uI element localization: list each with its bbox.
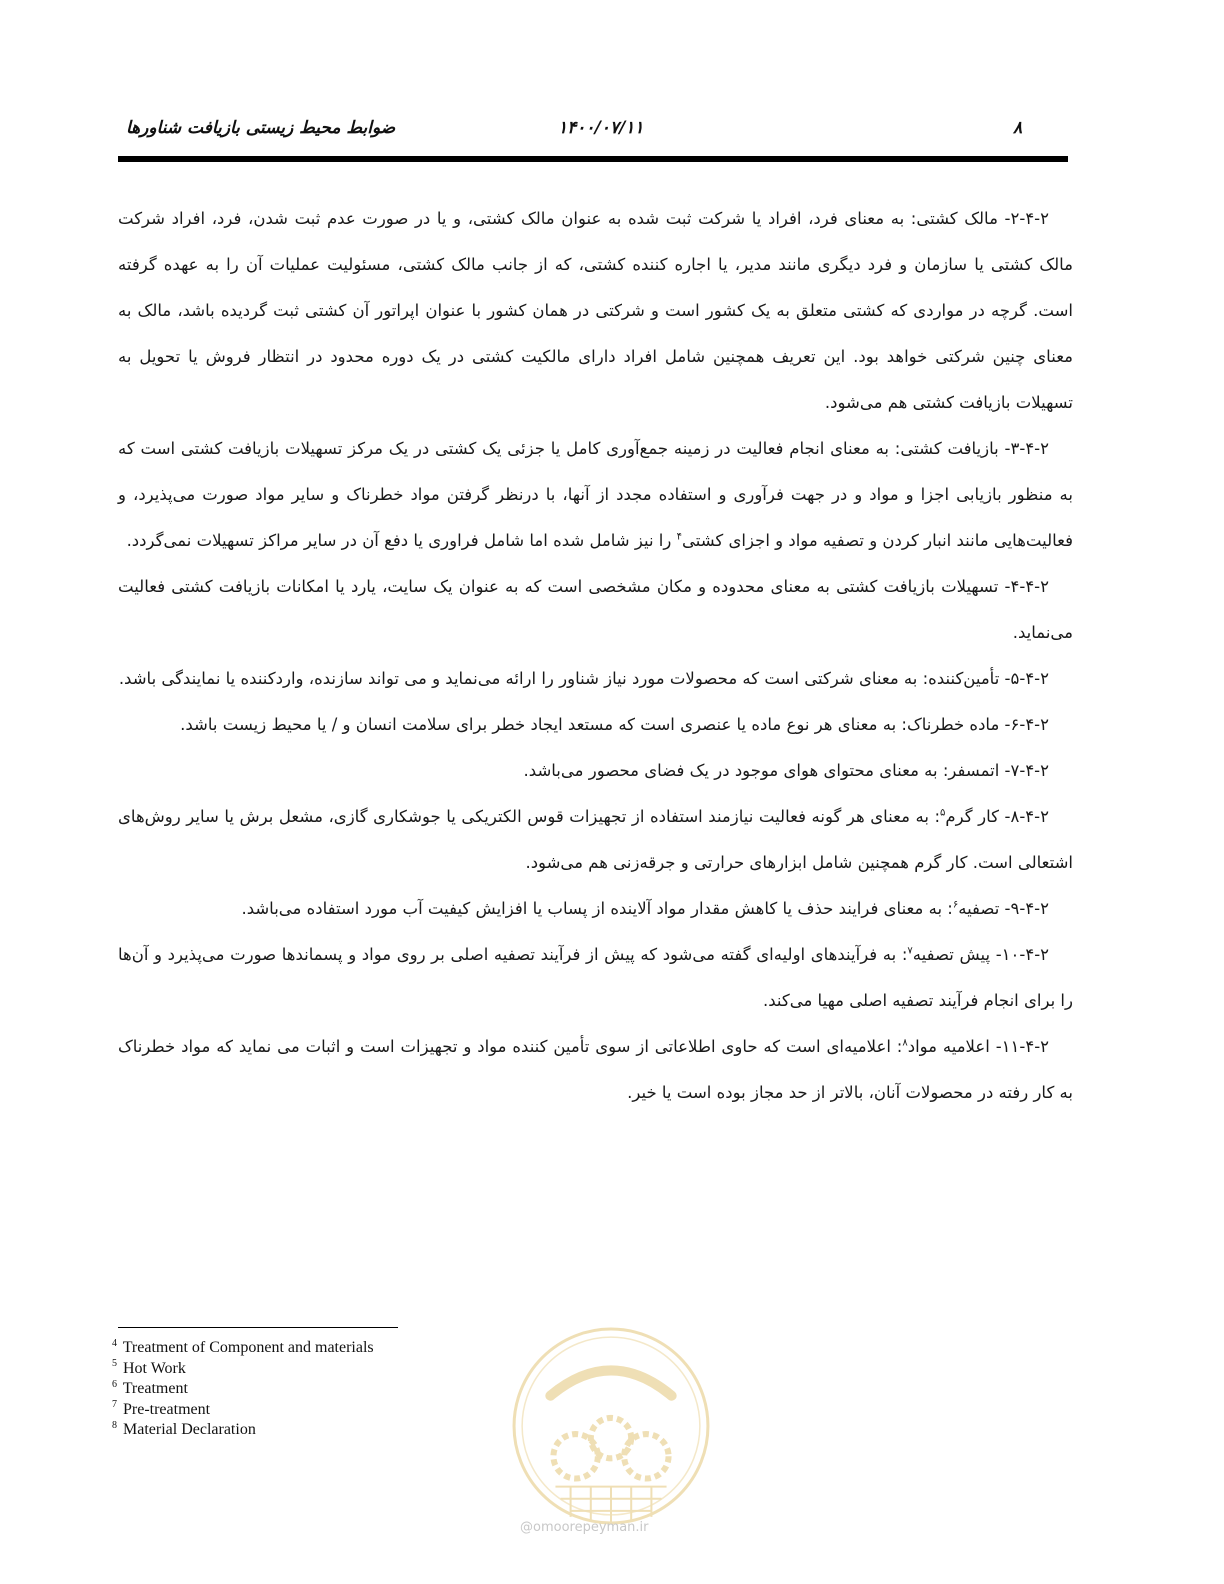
header-title: ضوابط محیط زیستی بازیافت شناورها xyxy=(126,118,396,138)
footnote-separator xyxy=(118,1327,398,1328)
footnote-item xyxy=(112,1379,512,1400)
watermark-url: @omoorepeyman.ir xyxy=(520,1520,649,1535)
footnote-number: 6 xyxy=(112,1378,117,1390)
paragraph xyxy=(118,748,1073,794)
paragraph-text: : به فرآیندهای اولیه‌ای گفته می‌شود که پیش از فرآیند تصفیه اصلی بر روی مواد و پسماندها صورت می‌پذیرد و آن‌ها را برای انجام فرآیند تصفیه اصلی مهیا می‌کند. xyxy=(118,945,1073,1010)
paragraph-text: : به معنای فرایند حذف یا کاهش مقدار مواد آلاینده از پساب یا افزایش کیفیت آب مورد استفاده می‌باشد. xyxy=(241,899,953,918)
footnote-number: 8 xyxy=(112,1419,117,1431)
footnote-ref: ۴ xyxy=(676,531,682,543)
paragraph-text: ۴-۴-۲- تسهیلات بازیافت کشتی به معنای محدوده و مکان مشخصی است که به عنوان یک سایت، یارد یا امکانات بازیافت کشتی فعالیت می‌نماید. xyxy=(118,577,1073,642)
paragraph xyxy=(118,564,1073,656)
footnote-number: 7 xyxy=(112,1399,117,1411)
paragraph-text: ۶-۴-۲- ماده خطرناک: به معنای هر نوع ماده یا عنصری است که مستعد ایجاد خطر برای سلامت انسان و / یا محیط زیست باشد. xyxy=(180,715,1049,734)
footnote-text: Treatment of Component and materials xyxy=(122,1339,374,1356)
paragraph-text: را نیز شامل شده اما شامل فراوری یا دفع آن در سایر مراکز تسهیلات نمی‌گردد. xyxy=(126,531,677,550)
paragraph-text: ۵-۴-۲- تأمین‌کننده: به معنای شرکتی است که محصولات مورد نیاز شناور را ارائه می‌نماید و می تواند سازنده، واردکننده یا نمایندگی باشد. xyxy=(118,669,1049,688)
footnote-ref: ۶ xyxy=(952,899,959,911)
footnote-text: Treatment xyxy=(122,1380,188,1397)
paragraph xyxy=(118,702,1073,748)
footnote-text: Material Declaration xyxy=(123,1421,256,1438)
footnote-text: Hot Work xyxy=(123,1359,186,1377)
footnote-number: 5 xyxy=(112,1358,117,1370)
page-header xyxy=(118,112,1068,142)
paragraph-text: : اعلامیه‌ای است که حاوی اطلاعاتی از سوی تأمین کننده مواد و تجهیزات است و اثبات می نماید که مواد خطرناک به کار رفته در محصولات آنان، بالاتر از حد مجاز بوده است یا خیر. xyxy=(118,1037,1073,1102)
footnote-item xyxy=(112,1400,512,1421)
header-date: ۱۴۰۰/۰۷/۱۱ xyxy=(558,118,644,138)
paragraph-text: : به معنای هر گونه فعالیت نیازمند استفاده از تجهیزات قوس الکتریکی یا جوشکاری گازی، مشعل برش یا سایر روش‌های اشتعالی است. کار گرم همچنین شامل ابزارهای حرارتی و جرقه‌زنی هم می‌شود. xyxy=(118,807,1073,872)
paragraph-text: ۸-۴-۲- کار گرم xyxy=(945,807,1049,826)
paragraph-text: ۲-۴-۲- مالک کشتی: به معنای فرد، افراد یا شرکت ثبت شده به عنوان مالک کشتی، و یا در صورت عدم ثبت شدن، فرد، افراد شرکت مالک کشتی یا سازمان و فرد دیگری مانند مدیر، یا اجاره کننده کشتی، که از جانب مالک کشتی، مسئولیت عملیات آن را به عهده گرفته است. گرچه در مواردی که کشتی متعلق به یک کشور است و شرکتی در همان کشور با عنوان اپراتور آن کشتی ثبت گردیده باشد، مالک به معنای چنین شرکتی خواهد بود. این تعریف همچنین شامل افراد دارای مالکیت کشتی در یک دوره محدود در انتظار فروش یا تحویل به تسهیلات بازیافت کشتی هم می‌شود. xyxy=(118,209,1073,412)
footnote-ref: ۸ xyxy=(902,1037,908,1049)
paragraph xyxy=(118,656,1073,702)
paragraph xyxy=(118,886,1073,932)
footnote-item xyxy=(112,1359,512,1380)
paragraph-text: ۷-۴-۲- اتمسفر: به معنای محتوای هوای موجود در یک فضای محصور می‌باشد. xyxy=(523,761,1049,780)
footnote-ref: ۵ xyxy=(940,807,946,819)
footnote-item xyxy=(112,1338,512,1359)
document-body xyxy=(118,196,1073,1116)
footnotes xyxy=(112,1338,512,1441)
paragraph-text: ۳-۴-۲- بازیافت کشتی: به معنای انجام فعالیت در زمینه جمع‌آوری کامل یا جزئی یک کشتی در یک مرکز تسهیلات بازیافت کشتی است که به منظور بازیابی اجزا و مواد و در جهت فرآوری و استفاده مجدد از آنها، با درنظر گرفتن مواد خطرناک و سایر مواد صورت می‌پذیرد، و فعالیت‌هایی مانند انبار کردن و تصفیه مواد و اجزای کشتی xyxy=(118,439,1073,550)
page-number: ۸ xyxy=(1013,118,1023,138)
paragraph-text: ۱۰-۴-۲- پیش تصفیه xyxy=(912,945,1050,964)
footnote-item xyxy=(112,1420,512,1441)
paragraph xyxy=(118,794,1073,886)
paragraph-text: ۱۱-۴-۲- اعلامیه مواد xyxy=(907,1037,1050,1056)
watermark-logo-icon xyxy=(510,1325,712,1527)
header-rule xyxy=(118,156,1068,162)
paragraph xyxy=(118,1024,1073,1116)
paragraph xyxy=(118,426,1073,564)
paragraph xyxy=(118,932,1073,1024)
footnote-text: Pre-treatment xyxy=(123,1400,211,1418)
footnote-number: 4 xyxy=(112,1337,117,1349)
footnote-ref: ۷ xyxy=(907,945,913,957)
paragraph-text: ۹-۴-۲- تصفیه xyxy=(958,899,1049,918)
paragraph xyxy=(118,196,1073,426)
